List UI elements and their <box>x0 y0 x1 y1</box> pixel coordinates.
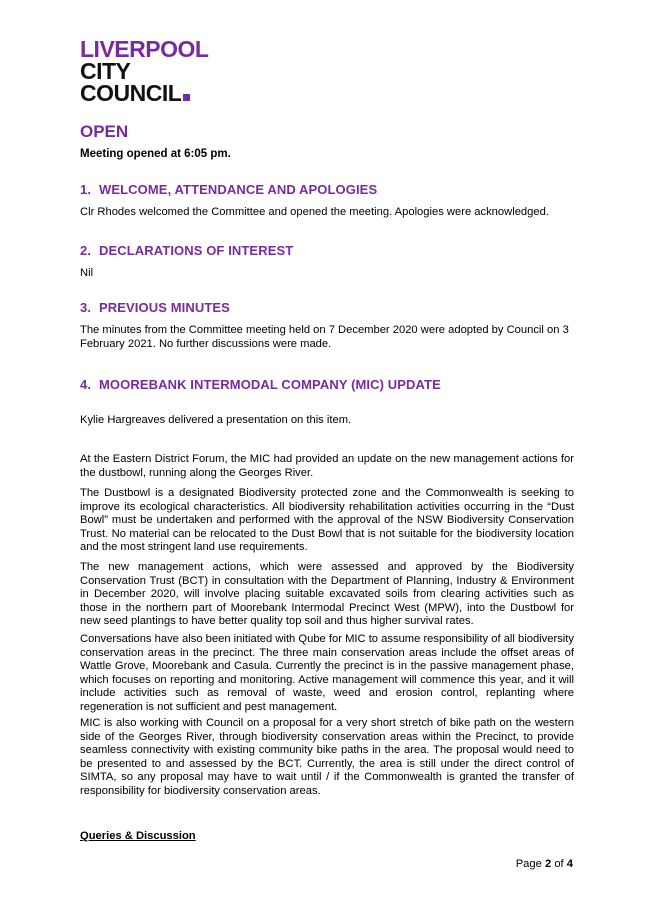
section-3-number: 3. <box>80 300 92 315</box>
section-4-paragraph-6: MIC is also working with Council on a proposal for a very short stretch of bike path on the western side of the Georges River, through biodiversity conservation areas within the Precinct, to provide seamless connectivity with existing community bike paths in the area. The proposal would need to be presented to and assessed by the BCT. Currently, the area is still under the direct control of SIMTA, so any proposal may have to wait until / if the Commonwealth is granted the transfer of responsibility for biodiversity conservation areas. <box>80 717 574 797</box>
section-4-paragraph-5: Conversations have also been initiated with Qube for MIC to assume responsibility of all biodiversity conservation areas in the precinct. The three main conservation areas include the offset areas of Wattle Grove, Moorebank and Casula. Currently the precinct is in the passive management phase, which focuses on reporting and monitoring. Active management will commence this year, and it will include activities such as removal of waste, weed and erosion control, replanting where regeneration is not sufficient and pest management. <box>80 633 574 713</box>
section-1-number: 1. <box>80 182 92 197</box>
meeting-opened-text: Meeting opened at 6:05 pm. <box>80 148 231 160</box>
section-2-heading <box>80 243 293 258</box>
section-3-body: The minutes from the Committee meeting held on 7 December 2020 were adopted by Council on 3 February 2021. No further discussions were made. <box>80 324 569 350</box>
logo-line-2: CITY <box>80 58 131 84</box>
section-4-title: MOOREBANK INTERMODAL COMPANY (MIC) UPDATE <box>99 377 441 392</box>
section-4-paragraph-1: Kylie Hargreaves delivered a presentation on this item. <box>80 414 352 426</box>
section-3-title: PREVIOUS MINUTES <box>99 300 230 315</box>
section-1-body: Clr Rhodes welcomed the Committee and opened the meeting. Apologies were acknowledged. <box>80 206 549 218</box>
page-number <box>516 858 573 870</box>
open-heading: OPEN <box>80 122 129 141</box>
section-4-paragraph-3: The Dustbowl is a designated Biodiversity protected zone and the Commonwealth is seeking to improve its ecological characteristics. All biodiversity rehabilitation activities occurring in the “Dust Bowl” must be undertaken and performed with the approval of the NSW Biodiversity Conservation Trust. No material can be relocated to the Dust Bowl that is not suitable for the biodiversity location and the most stringent land use requirements. <box>80 487 574 553</box>
logo-line-1: LIVERPOOL <box>80 36 209 62</box>
section-4-paragraph-4: The new management actions, which were assessed and approved by the Biodiversity Conservation Trust (BCT) in consultation with the Department of Planning, Industry & Environment in December 2020, will involve placing suitable excavated soils from clearing activities such as those in the northern part of Moorebank Intermodal Precinct West (MPW), into the Dustbowl for new seed plantings to have better quality top soil and thus higher survival rates. <box>80 561 574 627</box>
section-2-title: DECLARATIONS OF INTEREST <box>99 243 294 258</box>
page-current: 2 <box>544 858 552 870</box>
section-1-title: WELCOME, ATTENDANCE AND APOLOGIES <box>99 182 378 197</box>
logo-line-3-text: COUNCIL <box>80 80 182 106</box>
section-2-number: 2. <box>80 243 92 258</box>
logo-dot-icon <box>183 94 190 101</box>
section-2-body: Nil <box>80 267 94 279</box>
logo-line-3 <box>80 82 208 104</box>
section-4-number: 4. <box>80 377 92 392</box>
section-3-heading <box>80 300 230 315</box>
queries-discussion-heading: Queries & Discussion <box>80 830 196 842</box>
section-4-heading <box>80 377 441 392</box>
section-1-heading <box>80 182 377 197</box>
council-logo <box>80 38 208 104</box>
page-prefix: Page <box>515 858 542 870</box>
page-of: of <box>554 858 564 870</box>
page-total: 4 <box>566 858 573 870</box>
section-4-paragraph-2: At the Eastern District Forum, the MIC had provided an update on the new management actions for the dustbowl, running along the Georges River. <box>80 453 574 479</box>
